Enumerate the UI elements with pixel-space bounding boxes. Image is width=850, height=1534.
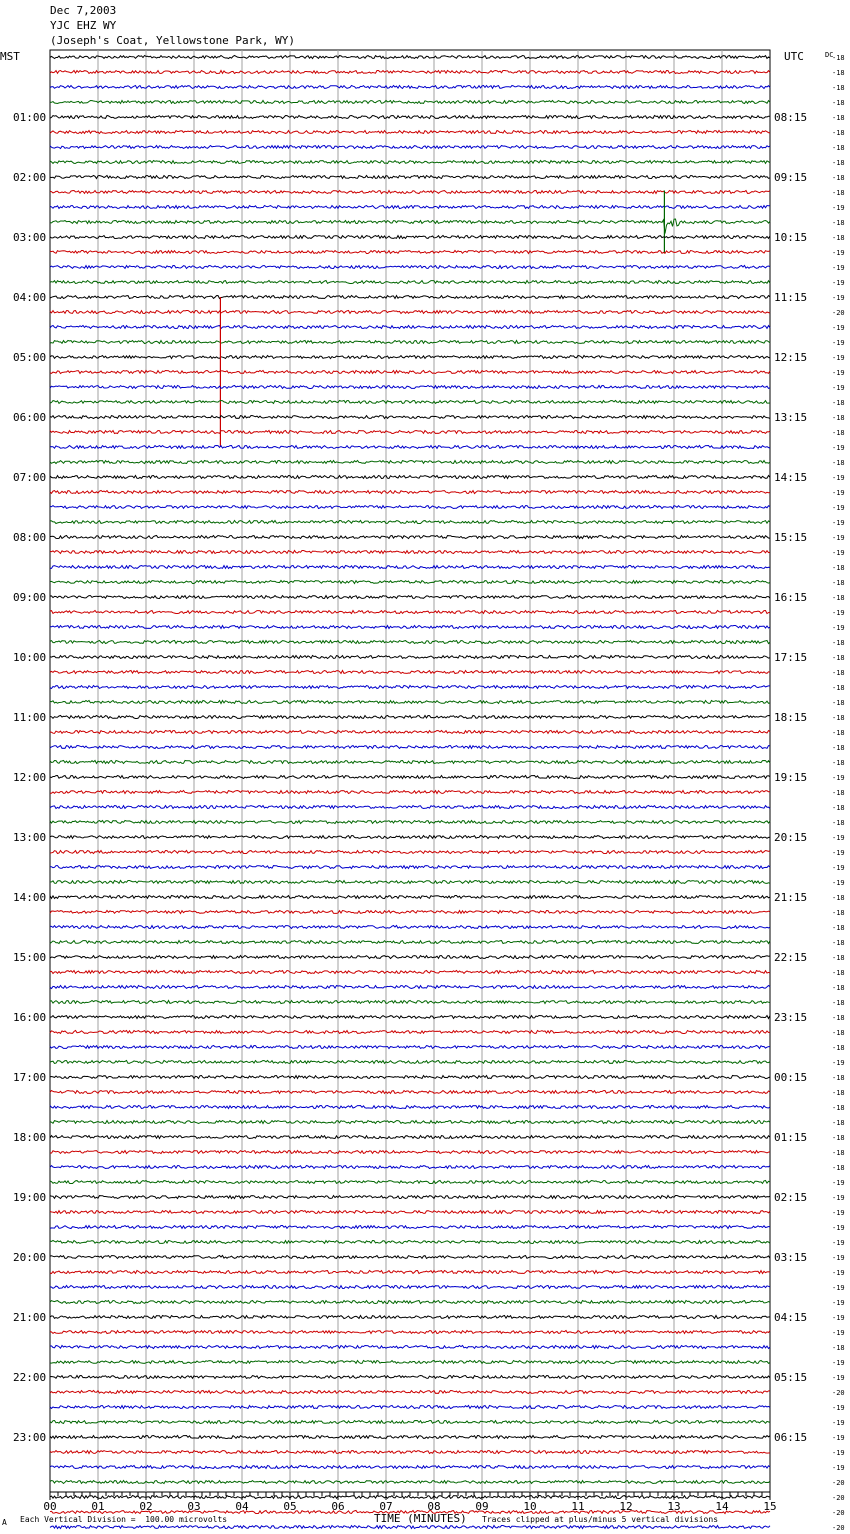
dc-offset-value: -19 [832, 534, 845, 542]
x-tick-label: 12 [619, 1500, 633, 1513]
trace-line [50, 476, 770, 479]
x-tick-label: 05 [283, 1500, 297, 1513]
trace-line [50, 116, 770, 119]
trace-line [50, 686, 770, 689]
trace-line [50, 881, 770, 884]
trace-line [50, 626, 770, 629]
trace-line [50, 191, 770, 194]
dc-offset-value: -18 [832, 1164, 845, 1172]
dc-offset-value: -19 [832, 444, 845, 452]
trace-line [50, 356, 770, 359]
dc-offset-value: -18 [832, 729, 845, 737]
dc-offset-value: -18 [832, 1149, 845, 1157]
right-zone-label: UTC [784, 50, 804, 63]
x-tick-label: 11 [571, 1500, 585, 1513]
x-tick-label: 09 [475, 1500, 489, 1513]
header-date: Dec 7,2003 [50, 4, 117, 17]
dc-offset-value: -19 [832, 1419, 845, 1427]
dc-offset-value: -18 [832, 54, 845, 62]
trace-line [50, 1106, 770, 1109]
trace-line [50, 236, 770, 239]
right-hour-label: 03:15 [774, 1251, 808, 1264]
x-tick-label: 01 [91, 1500, 105, 1513]
dc-offset-value: -18 [832, 759, 845, 767]
trace-line [50, 1271, 770, 1274]
trace-line [50, 851, 770, 854]
trace-line [50, 896, 770, 899]
right-hour-label: 04:15 [774, 1311, 808, 1324]
left-hour-label: 22:00 [13, 1371, 47, 1384]
trace-line [50, 206, 770, 209]
dc-offset-value: -18 [832, 1029, 845, 1037]
trace-line [50, 1451, 770, 1454]
left-hour-label: 09:00 [13, 591, 47, 604]
dc-offset-value: -19 [832, 294, 845, 302]
trace-line [50, 1226, 770, 1229]
trace-line [50, 1211, 770, 1214]
left-hour-label: 06:00 [13, 411, 47, 424]
trace-line [50, 716, 770, 719]
right-hour-label: 00:15 [774, 1071, 808, 1084]
x-tick-label: 14 [715, 1500, 729, 1513]
trace-line [50, 1166, 770, 1169]
dc-offset-value: -19 [832, 609, 845, 617]
x-tick-label: 00 [43, 1500, 57, 1513]
trace-line [50, 836, 770, 839]
dc-offset-value: -18 [832, 639, 845, 647]
trace-line [50, 341, 770, 344]
trace-line [50, 146, 770, 149]
trace-line [50, 1526, 770, 1529]
dc-offset-value: -19 [832, 519, 845, 527]
dc-offset-value: -18 [832, 1134, 845, 1142]
trace-line [50, 71, 770, 74]
trace-line [50, 1136, 770, 1139]
trace-line [50, 219, 770, 234]
left-hour-label: 01:00 [13, 111, 47, 124]
dc-offset-value: -19 [832, 279, 845, 287]
dc-offset-value: -19 [832, 879, 845, 887]
left-hour-label: 03:00 [13, 231, 47, 244]
dc-offset-value: -18 [832, 924, 845, 932]
trace-line [50, 551, 770, 554]
dc-offset-value: -18 [832, 1104, 845, 1112]
trace-line [50, 1241, 770, 1244]
dc-offset-value: -20 [832, 1524, 845, 1532]
x-axis-title: TIME (MINUTES) [374, 1512, 467, 1525]
dc-offset-value: -19 [832, 1449, 845, 1457]
trace-line [50, 161, 770, 164]
trace-line [50, 1256, 770, 1259]
trace-line [50, 461, 770, 464]
left-hour-label: 16:00 [13, 1011, 47, 1024]
trace-line [50, 641, 770, 644]
dc-offset-value: -19 [832, 1464, 845, 1472]
right-hour-label: 17:15 [774, 651, 808, 664]
trace-line [50, 131, 770, 134]
left-zone-label: MST [0, 50, 20, 63]
dc-offset-value: -19 [832, 1374, 845, 1382]
dc-offset-value: -19 [832, 1299, 845, 1307]
dc-offset-value: -19 [832, 1224, 845, 1232]
dc-offset-value: -18 [832, 594, 845, 602]
dc-offset-value: -18 [832, 99, 845, 107]
left-hour-label: 13:00 [13, 831, 47, 844]
trace-line [50, 941, 770, 944]
trace-line [50, 866, 770, 869]
trace-line [50, 1301, 770, 1304]
dc-offset-value: -18 [832, 969, 845, 977]
trace-line [50, 401, 770, 404]
left-hour-label: 18:00 [13, 1131, 47, 1144]
dc-offset-value: -18 [832, 999, 845, 1007]
trace-line [50, 701, 770, 704]
dc-offset-value: -20 [832, 1479, 845, 1487]
trace-line [50, 1406, 770, 1409]
dc-offset-value: -19 [832, 249, 845, 257]
trace-line [50, 521, 770, 524]
trace-line [50, 926, 770, 929]
dc-offset-value: -18 [832, 1089, 845, 1097]
dc-offset-value: -18 [832, 909, 845, 917]
dc-offset-value: -18 [832, 174, 845, 182]
trace-line [50, 311, 770, 314]
dc-offset-value: -19 [832, 204, 845, 212]
x-tick-label: 15 [763, 1500, 777, 1513]
dc-offset-value: -19 [832, 324, 845, 332]
right-hour-label: 16:15 [774, 591, 808, 604]
right-hour-label: 10:15 [774, 231, 808, 244]
dc-offset-value: -19 [832, 774, 845, 782]
dc-offset-value: -19 [832, 369, 845, 377]
left-hour-label: 04:00 [13, 291, 47, 304]
dc-offset-value: -18 [832, 984, 845, 992]
left-hour-label: 21:00 [13, 1311, 47, 1324]
right-hour-label: 22:15 [774, 951, 808, 964]
trace-line [50, 956, 770, 959]
trace-line [50, 656, 770, 659]
dc-offset-value: -19 [832, 1359, 845, 1367]
trace-line [50, 506, 770, 509]
dc-label: DC [825, 51, 834, 59]
trace-line [50, 911, 770, 914]
right-hour-label: 12:15 [774, 351, 808, 364]
dc-offset-value: -19 [832, 1314, 845, 1322]
dc-offset-value: -19 [832, 1239, 845, 1247]
dc-offset-value: -18 [832, 939, 845, 947]
right-hour-label: 09:15 [774, 171, 808, 184]
dc-offset-value: -18 [832, 684, 845, 692]
trace-line [50, 1331, 770, 1334]
dc-offset-labels [832, 54, 845, 1534]
trace-line [50, 596, 770, 599]
x-tick-label: 10 [523, 1500, 537, 1513]
right-hour-label: 13:15 [774, 411, 808, 424]
dc-offset-value: -18 [832, 144, 845, 152]
trace-line [50, 1196, 770, 1199]
trace-line [50, 1316, 770, 1319]
right-hour-label: 14:15 [774, 471, 808, 484]
trace-line [50, 1391, 770, 1394]
trace-line [50, 611, 770, 614]
left-hour-label: 05:00 [13, 351, 47, 364]
trace-line [50, 581, 770, 584]
right-hour-label: 19:15 [774, 771, 808, 784]
trace-line [50, 266, 770, 269]
left-hour-label: 20:00 [13, 1251, 47, 1264]
dc-offset-value: -18 [832, 714, 845, 722]
dc-offset-value: -20 [832, 309, 845, 317]
trace-group [50, 56, 770, 1534]
left-hour-label: 15:00 [13, 951, 47, 964]
dc-offset-value: -18 [832, 159, 845, 167]
dc-offset-value: -18 [832, 414, 845, 422]
right-hour-label: 18:15 [774, 711, 808, 724]
dc-offset-value: -18 [832, 459, 845, 467]
left-hour-label: 11:00 [13, 711, 47, 724]
dc-offset-value: -18 [832, 219, 845, 227]
dc-offset-value: -19 [832, 849, 845, 857]
left-hour-label: 07:00 [13, 471, 47, 484]
trace-line [50, 281, 770, 284]
right-hour-label: 01:15 [774, 1131, 808, 1144]
dc-offset-value: -18 [832, 654, 845, 662]
right-hour-label: 15:15 [774, 531, 808, 544]
x-tick-label: 13 [667, 1500, 681, 1513]
trace-line [50, 776, 770, 779]
trace-line [50, 1016, 770, 1019]
right-hour-label: 06:15 [774, 1431, 808, 1444]
header-location: (Joseph's Coat, Yellowstone Park, WY) [50, 34, 296, 47]
dc-offset-value: -18 [832, 234, 845, 242]
trace-line [50, 746, 770, 749]
trace-line [50, 971, 770, 974]
left-hour-label: 12:00 [13, 771, 47, 784]
dc-offset-value: -18 [832, 1344, 845, 1352]
trace-line [50, 446, 770, 449]
x-axis [43, 1492, 776, 1513]
trace-line [50, 1046, 770, 1049]
dc-offset-value: -19 [832, 549, 845, 557]
dc-offset-value: -19 [832, 474, 845, 482]
x-tick-label: 02 [139, 1500, 153, 1513]
dc-offset-value: -18 [832, 819, 845, 827]
dc-offset-value: -19 [832, 864, 845, 872]
dc-offset-value: -18 [832, 804, 845, 812]
right-hour-label: 08:15 [774, 111, 808, 124]
dc-offset-value: -18 [832, 954, 845, 962]
dc-offset-value: -19 [832, 1404, 845, 1412]
right-hour-label: 21:15 [774, 891, 808, 904]
dc-offset-value: -18 [832, 564, 845, 572]
dc-offset-value: -19 [832, 1209, 845, 1217]
trace-line [50, 1286, 770, 1289]
dc-offset-value: -19 [832, 1254, 845, 1262]
dc-offset-value: -18 [832, 399, 845, 407]
dc-offset-value: -18 [832, 789, 845, 797]
dc-offset-value: -18 [832, 429, 845, 437]
x-tick-label: 07 [379, 1500, 393, 1513]
dc-offset-value: -19 [832, 504, 845, 512]
dc-offset-value: -19 [832, 1269, 845, 1277]
dc-offset-value: -18 [832, 84, 845, 92]
corner-mark: A [2, 1518, 7, 1527]
dc-offset-value: -18 [832, 189, 845, 197]
dc-offset-value: -18 [832, 1014, 845, 1022]
trace-line [50, 1181, 770, 1184]
trace-line [50, 1031, 770, 1034]
dc-offset-value: -18 [832, 1044, 845, 1052]
trace-line [50, 371, 770, 374]
dc-offset-value: -19 [832, 1284, 845, 1292]
scale-note: Each Vertical Division = 100.00 microvolts [20, 1515, 228, 1524]
x-tick-label: 08 [427, 1500, 441, 1513]
dc-offset-value: -19 [832, 1329, 845, 1337]
trace-line [50, 1376, 770, 1379]
left-hour-label: 02:00 [13, 171, 47, 184]
x-tick-label: 04 [235, 1500, 249, 1513]
trace-line [50, 101, 770, 104]
trace-line [50, 1091, 770, 1094]
dc-offset-value: -20 [832, 1389, 845, 1397]
trace-line [50, 806, 770, 809]
right-hour-label: 23:15 [774, 1011, 808, 1024]
trace-line [50, 536, 770, 539]
trace-line [50, 56, 770, 59]
dc-offset-value: -20 [832, 1509, 845, 1517]
left-time-labels [13, 111, 46, 1444]
dc-offset-value: -19 [832, 354, 845, 362]
dc-offset-value: -18 [832, 744, 845, 752]
trace-line [50, 1076, 770, 1079]
dc-offset-value: -19 [832, 339, 845, 347]
dc-offset-value: -19 [832, 489, 845, 497]
trace-line [50, 176, 770, 179]
trace-line [50, 731, 770, 734]
dc-offset-value: -20 [832, 1494, 845, 1502]
dc-offset-value: -18 [832, 669, 845, 677]
right-hour-label: 05:15 [774, 1371, 808, 1384]
trace-line [50, 1436, 770, 1439]
trace-line [50, 1121, 770, 1124]
dc-offset-value: -18 [832, 1074, 845, 1082]
left-hour-label: 17:00 [13, 1071, 47, 1084]
trace-line [50, 671, 770, 674]
trace-line [50, 326, 770, 329]
right-hour-label: 20:15 [774, 831, 808, 844]
dc-offset-value: -19 [832, 834, 845, 842]
dc-offset-value: -19 [832, 1194, 845, 1202]
left-hour-label: 08:00 [13, 531, 47, 544]
trace-line [50, 791, 770, 794]
right-hour-label: 11:15 [774, 291, 808, 304]
clip-note: Traces clipped at plus/minus 5 vertical divisions [482, 1515, 719, 1524]
x-tick-label: 06 [331, 1500, 345, 1513]
trace-line [50, 986, 770, 989]
dc-offset-value: -18 [832, 114, 845, 122]
dc-offset-value: -19 [832, 1059, 845, 1067]
trace-line [50, 1466, 770, 1469]
left-hour-label: 10:00 [13, 651, 47, 664]
trace-line [50, 386, 770, 389]
left-hour-label: 23:00 [13, 1431, 47, 1444]
trace-line [50, 1346, 770, 1349]
trace-line [50, 296, 770, 299]
dc-offset-value: -19 [832, 624, 845, 632]
dc-offset-value: -18 [832, 69, 845, 77]
trace-line [50, 251, 770, 254]
header-station: YJC EHZ WY [50, 19, 117, 32]
trace-line [50, 566, 770, 569]
trace-line [50, 431, 770, 434]
trace-line [50, 1481, 770, 1484]
trace-line [50, 491, 770, 494]
trace-line [50, 1001, 770, 1004]
trace-line [50, 1151, 770, 1154]
trace-line [50, 821, 770, 824]
trace-line [50, 1421, 770, 1424]
dc-offset-value: -18 [832, 1119, 845, 1127]
dc-offset-value: -18 [832, 894, 845, 902]
trace-line [50, 416, 770, 419]
x-tick-label: 03 [187, 1500, 201, 1513]
dc-offset-value: -19 [832, 1434, 845, 1442]
right-time-labels [774, 111, 807, 1444]
trace-line [50, 86, 770, 89]
dc-offset-value: -18 [832, 579, 845, 587]
dc-offset-value: -19 [832, 1179, 845, 1187]
left-hour-label: 19:00 [13, 1191, 47, 1204]
right-hour-label: 02:15 [774, 1191, 808, 1204]
dc-offset-value: -18 [832, 699, 845, 707]
dc-offset-value: -19 [832, 384, 845, 392]
trace-line [50, 761, 770, 764]
trace-line [50, 1061, 770, 1064]
left-hour-label: 14:00 [13, 891, 47, 904]
trace-line [50, 1361, 770, 1364]
dc-offset-value: -19 [832, 264, 845, 272]
dc-offset-value: -18 [832, 129, 845, 137]
